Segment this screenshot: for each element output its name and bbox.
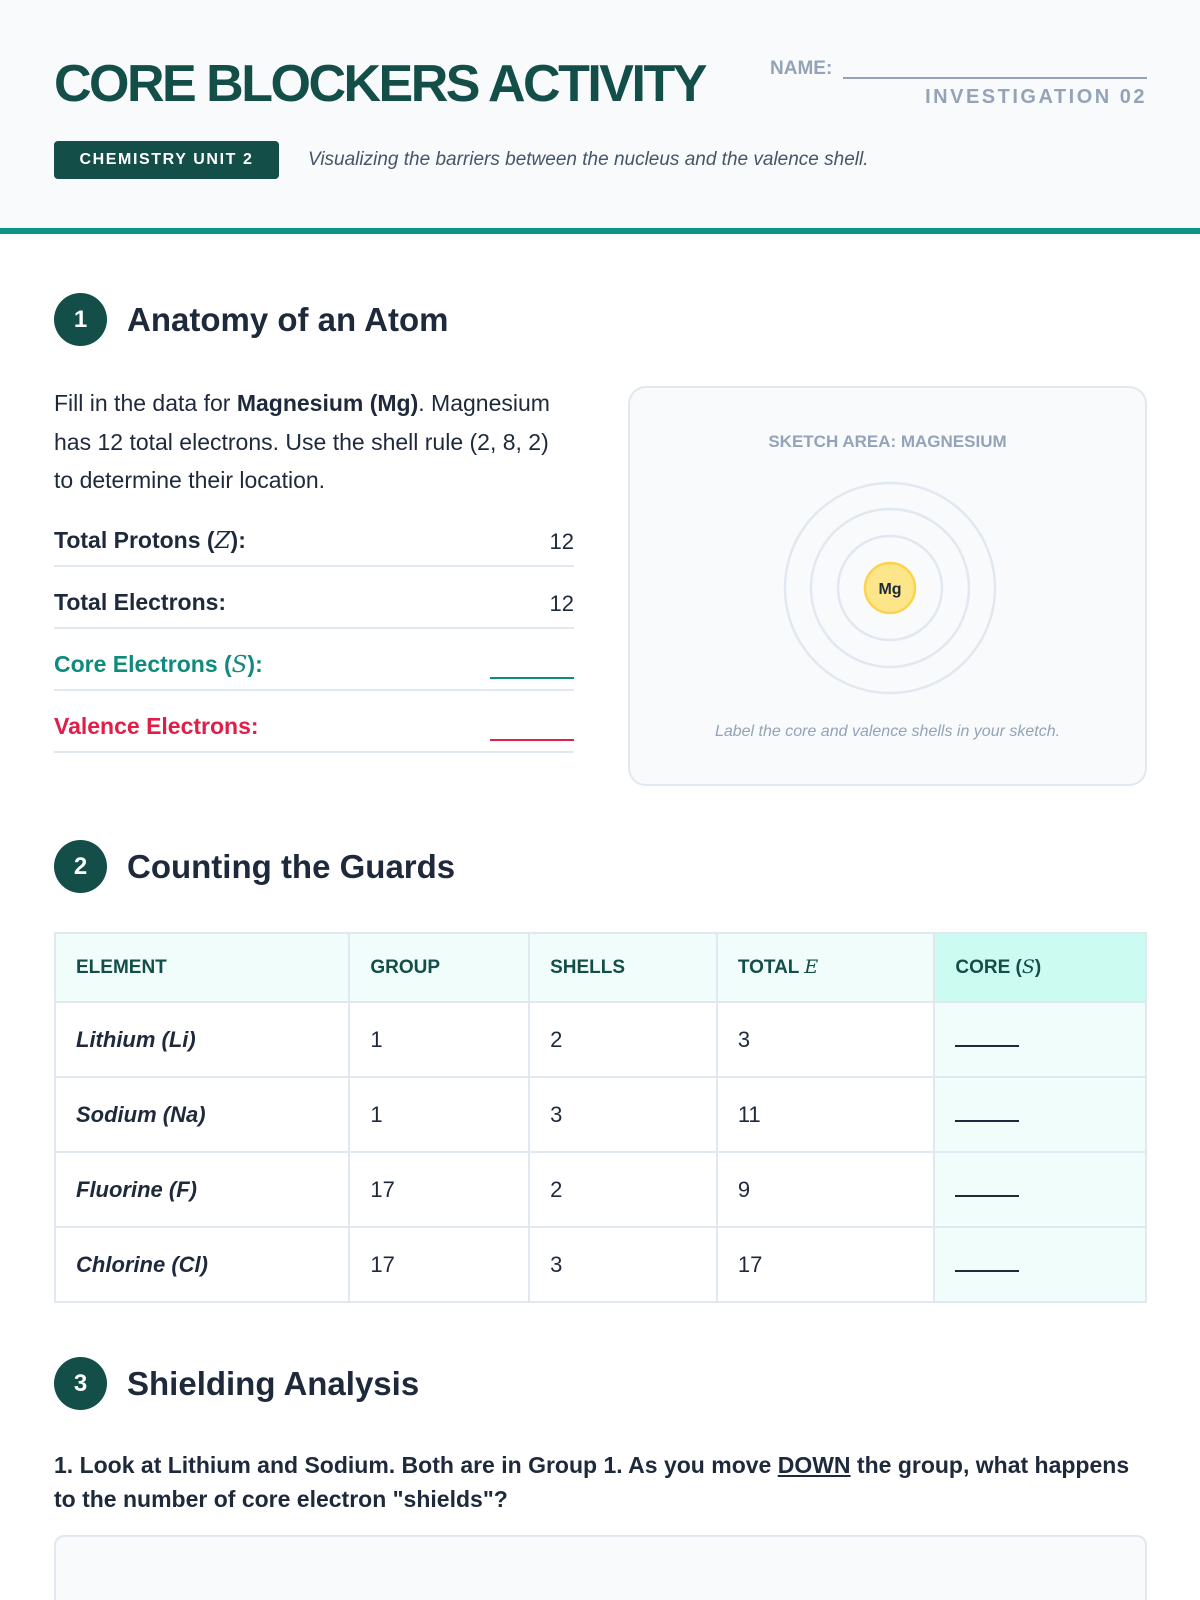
answer-box[interactable] (54, 1535, 1147, 1600)
electrons-label: Total Electrons: (54, 589, 227, 615)
table-row (55, 1077, 1146, 1152)
intro-element: Magnesium (Mg) (236, 390, 419, 416)
cell-total: 11 (717, 1077, 935, 1152)
name-field[interactable] (770, 58, 1147, 82)
section-number-badge: 1 (54, 293, 107, 346)
core-electrons-row (54, 641, 574, 691)
electrons-value: 12 (549, 591, 574, 616)
protons-value: 12 (549, 529, 574, 554)
protons-symbol: Z (214, 528, 231, 554)
cell-shells: 3 (529, 1227, 717, 1302)
cell-element: Sodium (Na) (55, 1077, 349, 1152)
cell-group: 1 (349, 1002, 529, 1077)
protons-row (54, 517, 574, 567)
col-core-prefix: CORE ( (955, 957, 1022, 978)
section-1-intro (54, 384, 574, 500)
electrons-row (54, 579, 574, 629)
question-suffix: the group, what happens to the number of core electron "shields"? (54, 1452, 1130, 1512)
cell-element: Fluorine (F) (55, 1152, 349, 1227)
col-total-symbol: E (804, 956, 819, 978)
table-header-row (55, 933, 1146, 1002)
col-element: ELEMENT (55, 933, 349, 1002)
section-number-badge: 3 (54, 1357, 107, 1410)
table-row (55, 1227, 1146, 1302)
cell-core-answer[interactable] (934, 1077, 1146, 1152)
table-row (55, 1152, 1146, 1227)
nucleus-label: Mg (878, 581, 902, 598)
cell-total: 3 (717, 1002, 935, 1077)
col-total (717, 933, 935, 1002)
cell-total: 17 (717, 1227, 935, 1302)
answer-blank[interactable] (955, 1270, 1019, 1272)
section-title: Shielding Analysis (127, 1365, 420, 1402)
name-line[interactable] (843, 77, 1147, 79)
col-core (934, 933, 1146, 1002)
valence-electrons-label: Valence Electrons: (54, 713, 259, 739)
cell-core-answer[interactable] (934, 1152, 1146, 1227)
intro-suffix: . Magnesium has 12 total electrons. Use the shell rule (2, 8, 2) to determine their location. (54, 390, 550, 493)
page-subtitle: Visualizing the barriers between the nucleus and the valence shell. (308, 149, 869, 170)
cell-group: 1 (349, 1077, 529, 1152)
core-label-prefix: Core Electrons ( (54, 651, 232, 677)
col-group: GROUP (349, 933, 529, 1002)
protons-label-suffix: ): (230, 527, 246, 553)
worksheet-header (0, 0, 1200, 234)
cell-group: 17 (349, 1227, 529, 1302)
cell-shells: 3 (529, 1077, 717, 1152)
section-title: Anatomy of an Atom (127, 301, 449, 338)
col-total-text: TOTAL (737, 957, 805, 978)
cell-core-answer[interactable] (934, 1227, 1146, 1302)
valence-electrons-row (54, 703, 574, 753)
guards-table (54, 932, 1147, 1303)
protons-label-prefix: Total Protons ( (54, 527, 215, 553)
cell-total: 9 (717, 1152, 935, 1227)
col-shells: SHELLS (529, 933, 717, 1002)
cell-shells: 2 (529, 1002, 717, 1077)
sketch-area[interactable] (628, 386, 1147, 786)
core-electrons-blank[interactable] (490, 677, 574, 679)
answer-blank[interactable] (955, 1045, 1019, 1047)
question-emphasis: DOWN (777, 1452, 851, 1478)
investigation-label: INVESTIGATION 02 (925, 86, 1147, 108)
table-row (55, 1002, 1146, 1077)
cell-shells: 2 (529, 1152, 717, 1227)
protons-label (54, 527, 246, 554)
cell-core-answer[interactable] (934, 1002, 1146, 1077)
section-number-badge: 2 (54, 840, 107, 893)
cell-element: Lithium (Li) (55, 1002, 349, 1077)
section-title: Counting the Guards (127, 848, 456, 885)
atom-diagram (780, 478, 1000, 698)
cell-element: Chlorine (Cl) (55, 1227, 349, 1302)
col-core-suffix: ) (1034, 957, 1042, 978)
core-label-suffix: ): (247, 651, 263, 677)
answer-blank[interactable] (955, 1120, 1019, 1122)
name-label: NAME: (770, 58, 833, 79)
answer-blank[interactable] (955, 1195, 1019, 1197)
intro-prefix: Fill in the data for (54, 390, 237, 416)
valence-electrons-blank[interactable] (490, 739, 574, 741)
unit-badge: CHEMISTRY UNIT 2 (54, 141, 279, 179)
cell-group: 17 (349, 1152, 529, 1227)
col-core-symbol: S (1021, 956, 1035, 978)
sketch-title: SKETCH AREA: MAGNESIUM (768, 432, 1007, 451)
sketch-note: Label the core and valence shells in your sketch. (714, 723, 1061, 740)
core-electrons-label (54, 651, 263, 678)
page-title: CORE BLOCKERS ACTIVITY (54, 55, 705, 113)
question-1 (54, 1448, 1154, 1516)
question-prefix: 1. Look at Lithium and Sodium. Both are in Group 1. As you move (54, 1452, 778, 1478)
core-symbol: S (231, 652, 248, 678)
